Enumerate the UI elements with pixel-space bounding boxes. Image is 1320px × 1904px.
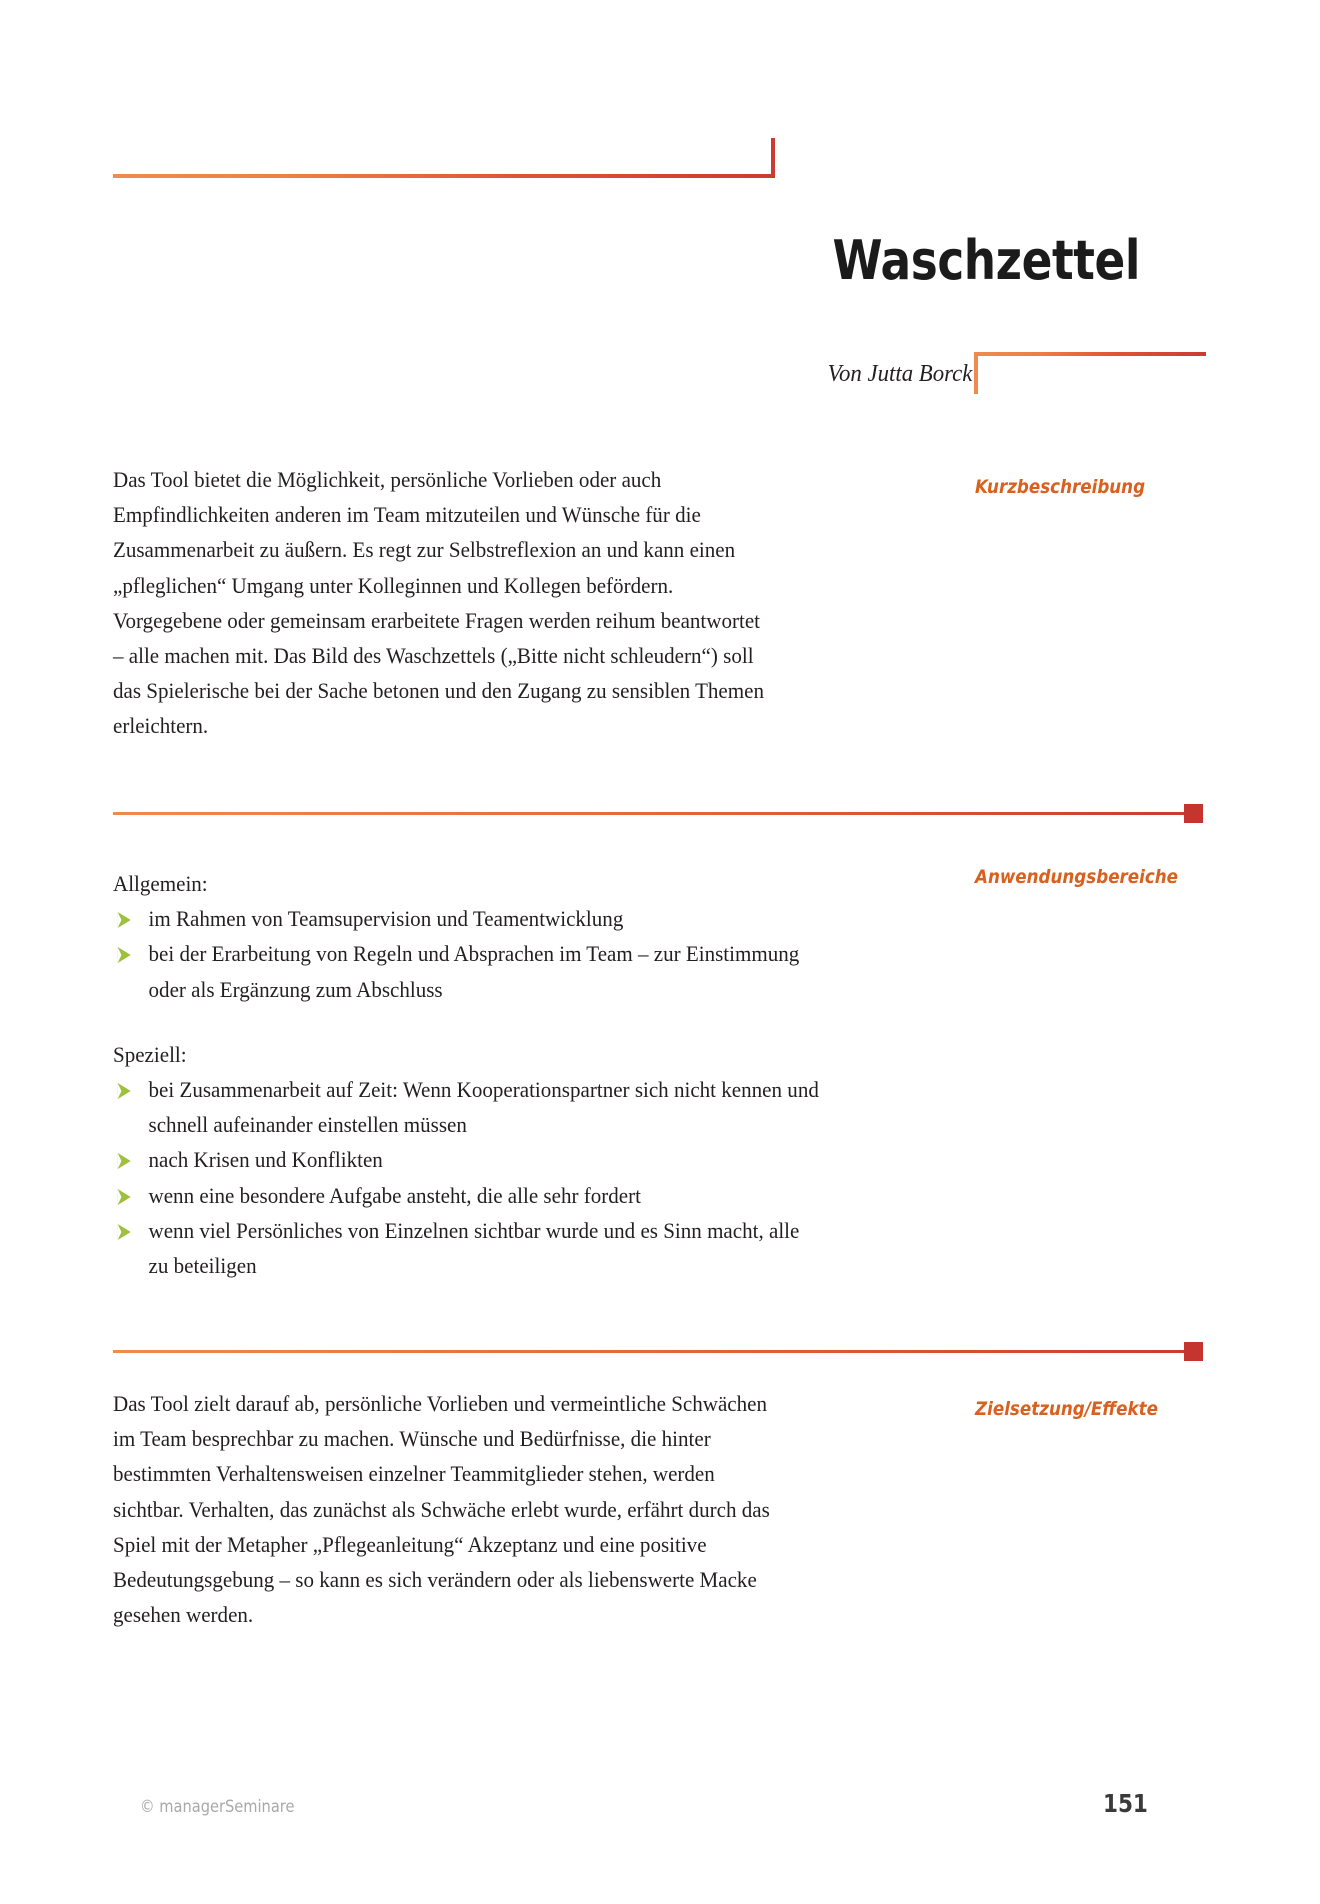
page-title: Waschzettel [832, 229, 1140, 292]
arrow-bullet-icon [118, 1153, 131, 1169]
margin-label-zielsetzung-effekte: Zielsetzung/Effekte [975, 1398, 1158, 1420]
anwendungsbereiche-content [113, 866, 873, 1283]
margin-label-kurzbeschreibung: Kurzbeschreibung [975, 476, 1146, 498]
header-rule-tick [771, 138, 775, 178]
arrow-bullet-icon [118, 1189, 131, 1205]
list-item-text: bei der Erarbeitung von Regeln und Absprachen im Team – zur Einstimmung oder als Ergänzung zum Abschluss [148, 941, 800, 1002]
section-separator-2 [113, 1350, 1188, 1353]
list-item-text: wenn eine besondere Aufgabe ansteht, die alle sehr fordert [148, 1182, 641, 1208]
header-rule [113, 174, 775, 178]
list-item [113, 1178, 824, 1213]
margin-label-anwendungsbereiche: Anwendungsbereiche [975, 866, 1179, 888]
list-item [113, 1213, 824, 1283]
list-item [113, 1072, 824, 1142]
section-separator-1 [113, 812, 1188, 815]
section-separator-1-cap [1184, 804, 1203, 823]
section-separator-2-cap [1184, 1342, 1203, 1361]
list-item-text: nach Krisen und Konflikten [148, 1147, 383, 1173]
list-item-text: wenn viel Persönliches von Einzelnen sichtbar wurde und es Sinn macht, alle zu beteiligen [148, 1217, 800, 1279]
arrow-bullet-icon [118, 912, 131, 928]
subheading-speziell: Speziell: [113, 1041, 187, 1067]
list-item-text: im Rahmen von Teamsupervision und Teamentwicklung [148, 906, 624, 932]
list-item [113, 901, 824, 936]
footer-page-number: 151 [1103, 1789, 1148, 1818]
byline: Von Jutta Borck [827, 361, 972, 387]
list-group-spacer [113, 1007, 873, 1037]
byline-rule-tick [974, 354, 978, 394]
footer-copyright: © managerSeminare [140, 1797, 295, 1817]
paragraph-text: Das Tool bietet die Möglichkeit, persönliche Vorlieben oder auch Empfindlichkeiten anderen im Team mitzuteilen und Wünsche für die Zusammenarbeit zu äußern. Es regt zur Selbstreflexion an und kann einen „pfleglichen“ Umgang unter Kolleginnen und Kollegen befördern. Vorgegebene oder gemeinsam erarbeitete Fragen werden reihum beantwortet – alle machen mit. Das Bild des Waschzettels („Bitte nicht schleudern“) soll das Spielerische bei der Sache betonen und den Zugang zu sensiblen Themen erleichtern. [113, 467, 764, 739]
paragraph-kurzbeschreibung [113, 462, 771, 744]
subheading-allgemein: Allgemein: [113, 871, 208, 896]
list-item [113, 1142, 824, 1177]
bullet-list-allgemein [113, 901, 873, 1007]
paragraph-text: Das Tool zielt darauf ab, persönliche Vorlieben und vermeintliche Schwächen im Team besprechbar zu machen. Wünsche und Bedürfnisse, die hinter bestimmten Verhaltensweisen einzelner Teammitglieder stehen, werden sichtbar. Verhalten, das zunächst als Schwäche erlebt wurde, erfährt durch das Spiel mit der Metapher „Pflegeanleitung“ Akzeptanz und eine positive Bedeutungsgebung – so kann es sich verändern oder als liebenswerte Macke gesehen werden. [113, 1391, 770, 1628]
paragraph-zielsetzung-effekte [113, 1386, 771, 1632]
byline-rule [974, 352, 1206, 356]
arrow-bullet-icon [118, 947, 131, 963]
arrow-bullet-icon [118, 1224, 131, 1240]
bullet-list-speziell [113, 1072, 873, 1283]
list-item [113, 936, 824, 1006]
list-item-text: bei Zusammenarbeit auf Zeit: Wenn Kooperationspartner sich nicht kennen und schnell aufeinander einstellen müssen [148, 1077, 819, 1138]
arrow-bullet-icon [118, 1083, 131, 1099]
